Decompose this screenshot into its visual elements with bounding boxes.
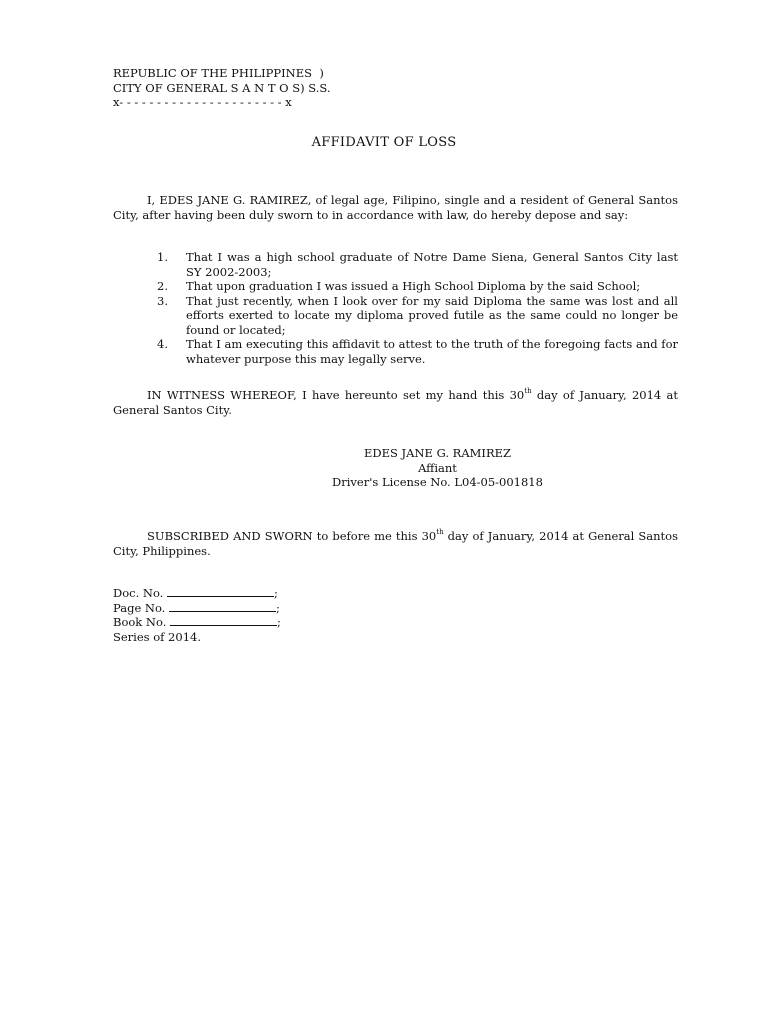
page-number-terminator: ;: [276, 600, 280, 615]
statement-list: [155, 250, 678, 366]
list-item-text: That I was a high school graduate of Notre Dame Siena, General Santos City last SY 2002-2003;: [186, 250, 678, 279]
page-number-line: [113, 601, 281, 616]
series-line: Series of 2014.: [113, 629, 201, 644]
affiant-role: Affiant: [418, 460, 457, 475]
signature-block: [300, 446, 575, 490]
jurat-paragraph: [113, 529, 678, 558]
witness-ordinal-suffix: th: [524, 387, 532, 395]
list-item: [155, 337, 678, 366]
list-item-number: 2.: [157, 279, 168, 293]
book-number-line: [113, 615, 281, 630]
list-item-number: 3.: [157, 293, 168, 308]
witness-paragraph: [113, 388, 678, 417]
list-item-text: That just recently, when I look over for my said Diploma the same was lost and all efforts exerted to locate my diploma proved futile as the same could no longer be found or located;: [186, 293, 678, 337]
book-number-terminator: ;: [277, 615, 281, 629]
witness-text-end: day of January, 2014 at General Santos City.: [113, 388, 678, 417]
doc-number-label: Doc. No.: [113, 586, 167, 600]
book-number-label: Book No.: [113, 615, 171, 629]
list-item: [155, 294, 678, 338]
list-item-text: That upon graduation I was issued a High School Diploma by the said School;: [186, 279, 641, 293]
caption-separator: x- - - - - - - - - - - - - - - - - - - - - - x: [113, 95, 292, 109]
venue-caption: [113, 66, 413, 110]
jurat-text-start: SUBSCRIBED AND SWORN to before me this 30: [147, 529, 437, 543]
notarial-register: [113, 586, 281, 644]
jurat-text-end: day of January, 2014 at General Santos City, Philippines.: [113, 529, 678, 558]
witness-text-start: IN WITNESS WHEREOF, I have hereunto set my hand this 30: [147, 388, 525, 402]
page-number-blank: [169, 601, 276, 612]
caption-city: CITY OF GENERAL S A N T O S) S.S.: [113, 80, 331, 95]
document-title: AFFIDAVIT OF LOSS: [311, 135, 457, 150]
doc-number-line: [113, 586, 281, 601]
affiant-license: Driver's License No. L04-05-001818: [332, 475, 543, 489]
book-number-blank: [170, 615, 277, 626]
doc-number-terminator: ;: [274, 586, 278, 600]
intro-paragraph: I, EDES JANE G. RAMIREZ, of legal age, Filipino, single and a resident of General Santos City, after having been duly sworn to in accordance with law, do hereby depose and say:: [113, 193, 678, 222]
doc-number-blank: [167, 586, 274, 597]
affiant-name: EDES JANE G. RAMIREZ: [364, 446, 511, 460]
list-item-number: 1.: [157, 250, 168, 264]
list-item: [155, 250, 678, 279]
jurat-ordinal-suffix: th: [436, 528, 444, 536]
list-item-number: 4.: [157, 337, 168, 351]
caption-republic: REPUBLIC OF THE PHILIPPINES ): [113, 66, 324, 80]
list-item: [155, 279, 678, 294]
list-item-text: That I am executing this affidavit to attest to the truth of the foregoing facts and for whatever purpose this may legally serve.: [186, 337, 678, 366]
page-number-label: Page No.: [113, 600, 169, 615]
